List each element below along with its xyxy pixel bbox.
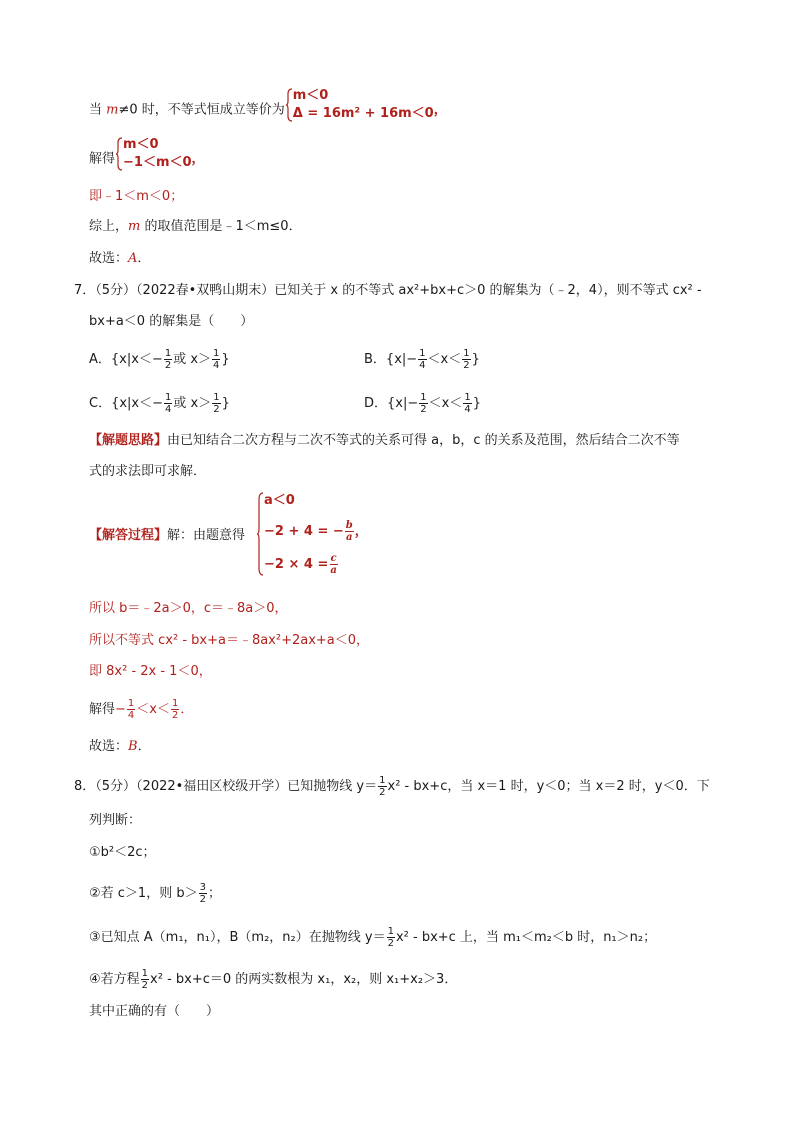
denominator: 2 — [379, 787, 386, 798]
numerator: 1 — [164, 348, 172, 359]
solution-line-b: 所以 b＝﹣2a＞0，c＝﹣8a＞0， — [89, 601, 288, 616]
text: ＜x＜ — [428, 396, 463, 411]
system-row: Δ = 16m² + 16m＜0 — [292, 106, 434, 121]
left-brace-icon — [256, 492, 264, 576]
numerator: 3 — [199, 882, 206, 893]
fraction — [127, 698, 135, 721]
system-row: −1＜m＜0 — [123, 155, 192, 170]
fraction — [141, 968, 149, 991]
solution-line-c: 所以不等式 cx² - bx+a＝﹣8ax²+2ax+a＜0， — [89, 633, 370, 648]
statement-2 — [89, 882, 221, 905]
statement-4 — [89, 968, 457, 991]
denominator: 4 — [127, 710, 135, 721]
fraction — [462, 348, 470, 371]
var-m: m — [128, 219, 141, 234]
text: ④若方程 — [89, 972, 140, 987]
question-8-stem-cont: 列判断： — [89, 813, 142, 828]
text: x² - bx+c，当 x＝1 时，y＜0；当 x＝2 时，y＜0．下 — [387, 779, 710, 794]
statement-1: ①b²＜2c； — [89, 845, 156, 860]
question-8-prompt: 其中正确的有（ ） — [89, 1004, 220, 1019]
answer-line — [89, 250, 150, 268]
section-tag: 【解答过程】 — [89, 528, 168, 543]
inequality: − $\frac{1}{4}$ ＜x＜ $\frac{1}{2}$ ． — [115, 698, 194, 721]
numerator: 1 — [463, 348, 470, 359]
system-row — [264, 553, 368, 576]
text: C．{x|x＜ — [89, 396, 153, 411]
denominator: 4 — [213, 360, 220, 371]
numerator: 1 — [213, 348, 220, 359]
text: } — [471, 352, 480, 367]
text: 由已知结合二次方程与二次不等式的关系可得 a，b，c 的关系及范围，然后结合二次不等 — [167, 433, 680, 448]
equation-system — [115, 137, 192, 171]
numerator: 1 — [172, 698, 179, 709]
text: x² - bx+c＝0 的两实数根为 x₁，x₂，则 x₁+x₂＞3． — [150, 972, 458, 987]
text: 解得 — [89, 151, 116, 167]
text: 故选： — [89, 251, 129, 266]
text: } — [221, 352, 230, 367]
denominator: 4 — [165, 404, 172, 415]
fraction — [164, 348, 172, 371]
text: A．{x|x＜ — [89, 352, 152, 367]
text: −2 × 4 = — [264, 557, 329, 572]
fraction — [345, 520, 354, 543]
var-m: m — [106, 102, 119, 118]
system-row: a＜0 — [264, 493, 295, 508]
solution-process — [89, 527, 245, 545]
text: D．{x| — [364, 396, 408, 411]
text: 的取值范围是﹣1＜m≤0． — [140, 219, 302, 234]
fraction — [199, 882, 207, 905]
text: ， — [433, 102, 447, 118]
equation-system — [256, 492, 368, 576]
solution-idea-cont: 式的求法即可求解． — [89, 464, 207, 479]
numerator: b — [345, 520, 353, 531]
text: ； — [207, 886, 221, 901]
numerator: 1 — [464, 392, 471, 403]
option-a[interactable]: A．{x|x＜− $\frac{1}{2}$ 或 x＞ $\frac{1}{4}$ } — [89, 348, 230, 371]
question-7-stem-cont: bx+a＜0 的解集是（ ） — [89, 314, 254, 329]
equation-system — [285, 88, 434, 122]
left-brace-icon — [285, 88, 293, 122]
numerator: 1 — [127, 698, 135, 709]
text: 或 x＞ — [173, 396, 212, 411]
fraction — [164, 392, 172, 415]
fraction — [212, 348, 220, 371]
section-tag: 【解题思路】 — [89, 433, 168, 448]
denominator: 2 — [420, 404, 427, 415]
text: } — [472, 396, 481, 411]
denominator: 2 — [213, 404, 220, 415]
solution-line-solve — [89, 137, 205, 171]
solution-line-range: 即﹣1＜m＜0； — [89, 189, 184, 204]
text: x² - bx+c 上，当 m₁＜m₂＜b 时，n₁＞n₂； — [395, 930, 657, 945]
fraction — [418, 348, 426, 371]
fraction — [463, 392, 471, 415]
text: ． — [137, 739, 151, 754]
system-row — [264, 520, 368, 543]
text: ＜x＜ — [136, 702, 170, 717]
system-row: m＜0 — [123, 137, 159, 152]
denominator: 2 — [387, 938, 394, 949]
denominator: a — [330, 565, 337, 576]
denominator: 2 — [141, 980, 149, 991]
text: ， — [354, 524, 368, 539]
denominator: a — [346, 532, 353, 543]
text: 解：由题意得 — [167, 528, 246, 543]
text: ． — [137, 251, 151, 266]
numerator: 1 — [420, 392, 427, 403]
numerator: 1 — [165, 392, 172, 403]
text: 或 x＞ — [173, 352, 212, 367]
option-d[interactable]: D．{x|− $\frac{1}{2}$ ＜x＜ $\frac{1}{4}$ } — [364, 392, 481, 415]
denominator: 2 — [172, 710, 179, 721]
fraction — [329, 553, 337, 576]
text: ， — [191, 151, 205, 167]
text: 当 — [89, 102, 107, 118]
text: ． — [180, 702, 194, 717]
option-b[interactable]: B．{x|− $\frac{1}{4}$ ＜x＜ $\frac{1}{2}$ } — [364, 348, 480, 371]
solution-idea — [89, 432, 680, 450]
answer-line — [89, 738, 151, 756]
system-row: m＜0 — [292, 88, 329, 103]
denominator: 4 — [419, 360, 426, 371]
text: B．{x| — [364, 352, 407, 367]
denominator: 2 — [199, 894, 206, 905]
fraction — [419, 392, 427, 415]
fraction — [212, 392, 220, 415]
fraction — [171, 698, 179, 721]
solution-line-d: 即 8x² - 2x - 1＜0， — [89, 664, 212, 679]
numerator: c — [330, 553, 337, 564]
solution-line-summary — [89, 218, 302, 236]
text: ＜x＜ — [427, 352, 462, 367]
question-7-stem: 7．（5分）（2022春•双鸭山期末）已知关于 x 的不等式 ax²+bx+c＞0 的解集为（﹣2，4），则不等式 cx² - — [74, 283, 702, 298]
answer-letter: A — [128, 251, 138, 266]
denominator: 4 — [464, 404, 471, 415]
answer-letter: B — [128, 739, 138, 754]
numerator: 1 — [141, 968, 149, 979]
text: ≠0 时，不等式恒成立等价为 — [118, 102, 285, 118]
denominator: 2 — [463, 360, 470, 371]
text: 8．（5分）（2022•福田区校级开学）已知抛物线 y＝ — [74, 779, 378, 794]
numerator: 1 — [213, 392, 220, 403]
question-8-stem — [74, 775, 710, 798]
text: } — [221, 396, 230, 411]
solution-line-condition — [89, 88, 447, 122]
option-c[interactable]: C．{x|x＜− $\frac{1}{4}$ 或 x＞ $\frac{1}{2}$ } — [89, 392, 230, 415]
numerator: 1 — [387, 926, 394, 937]
fraction — [378, 775, 386, 798]
text: ③已知点 A（m₁，n₁），B（m₂，n₂）在抛物线 y＝ — [89, 930, 386, 945]
left-brace-icon — [115, 137, 123, 171]
text: −2 + 4 = − — [264, 524, 344, 539]
text: 综上， — [89, 219, 129, 234]
fraction — [387, 926, 395, 949]
text: 故选： — [89, 739, 129, 754]
denominator: 2 — [164, 360, 172, 371]
statement-3 — [89, 926, 656, 949]
text: ②若 c＞1，则 b＞ — [89, 886, 198, 901]
numerator: 1 — [419, 348, 426, 359]
numerator: 1 — [379, 775, 386, 786]
text: 解得 — [89, 702, 116, 717]
solution-line-e — [89, 698, 193, 721]
